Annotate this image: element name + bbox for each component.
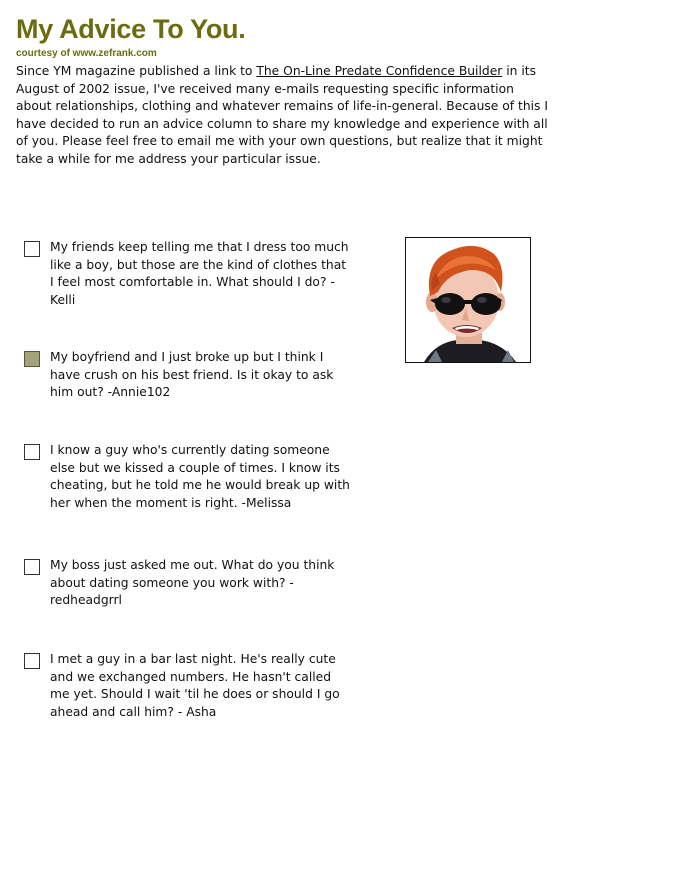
predate-confidence-builder-link[interactable]: The On-Line Predate Confidence Builder	[256, 64, 503, 78]
question-checkbox-selected[interactable]	[24, 351, 40, 367]
question-checkbox[interactable]	[24, 444, 40, 460]
question-text: I met a guy in a bar last night. He's really cute and we exchanged numbers. He hasn't called me yet. Should I wait 'til he does or should I go ahead and call him? - Asha	[50, 652, 340, 719]
question-checkbox[interactable]	[24, 241, 40, 257]
intro-text-end: in its August of 2002 issue, I've received many e-mails requesting specific information about relationships, clothing and whatever remains of life-in-general. Because of this I have decided to run an advice column to share my knowledge and experience with all of you. Please feel free to email me with your own questions, but realize that it might take a while for me address your particular issue.	[16, 64, 548, 166]
question-text: My boss just asked me out. What do you think about dating someone you work with? - redheadgrrl	[50, 558, 335, 608]
page-title: My Advice To You.	[16, 14, 246, 44]
question-text: I know a guy who's currently dating someone else but we kissed a couple of times. I know its cheating, but he told me he would break up with her when the moment is right. -Melissa	[50, 443, 350, 510]
intro-text-start: Since YM magazine published a link to	[16, 64, 257, 78]
question-text: My boyfriend and I just broke up but I think I have crush on his best friend. Is it okay to ask him out? -Annie102	[50, 350, 334, 400]
advisor-photo	[405, 237, 531, 363]
intro-paragraph	[16, 63, 551, 169]
question-text: My friends keep telling me that I dress too much like a boy, but those are the kind of clothes that I feel most comfortable in. What should I do? -Kelli	[50, 240, 349, 307]
question-checkbox[interactable]	[24, 559, 40, 575]
advisor-portrait-icon	[406, 238, 530, 362]
courtesy-credit: courtesy of www.zefrank.com	[16, 48, 157, 59]
question-checkbox[interactable]	[24, 653, 40, 669]
